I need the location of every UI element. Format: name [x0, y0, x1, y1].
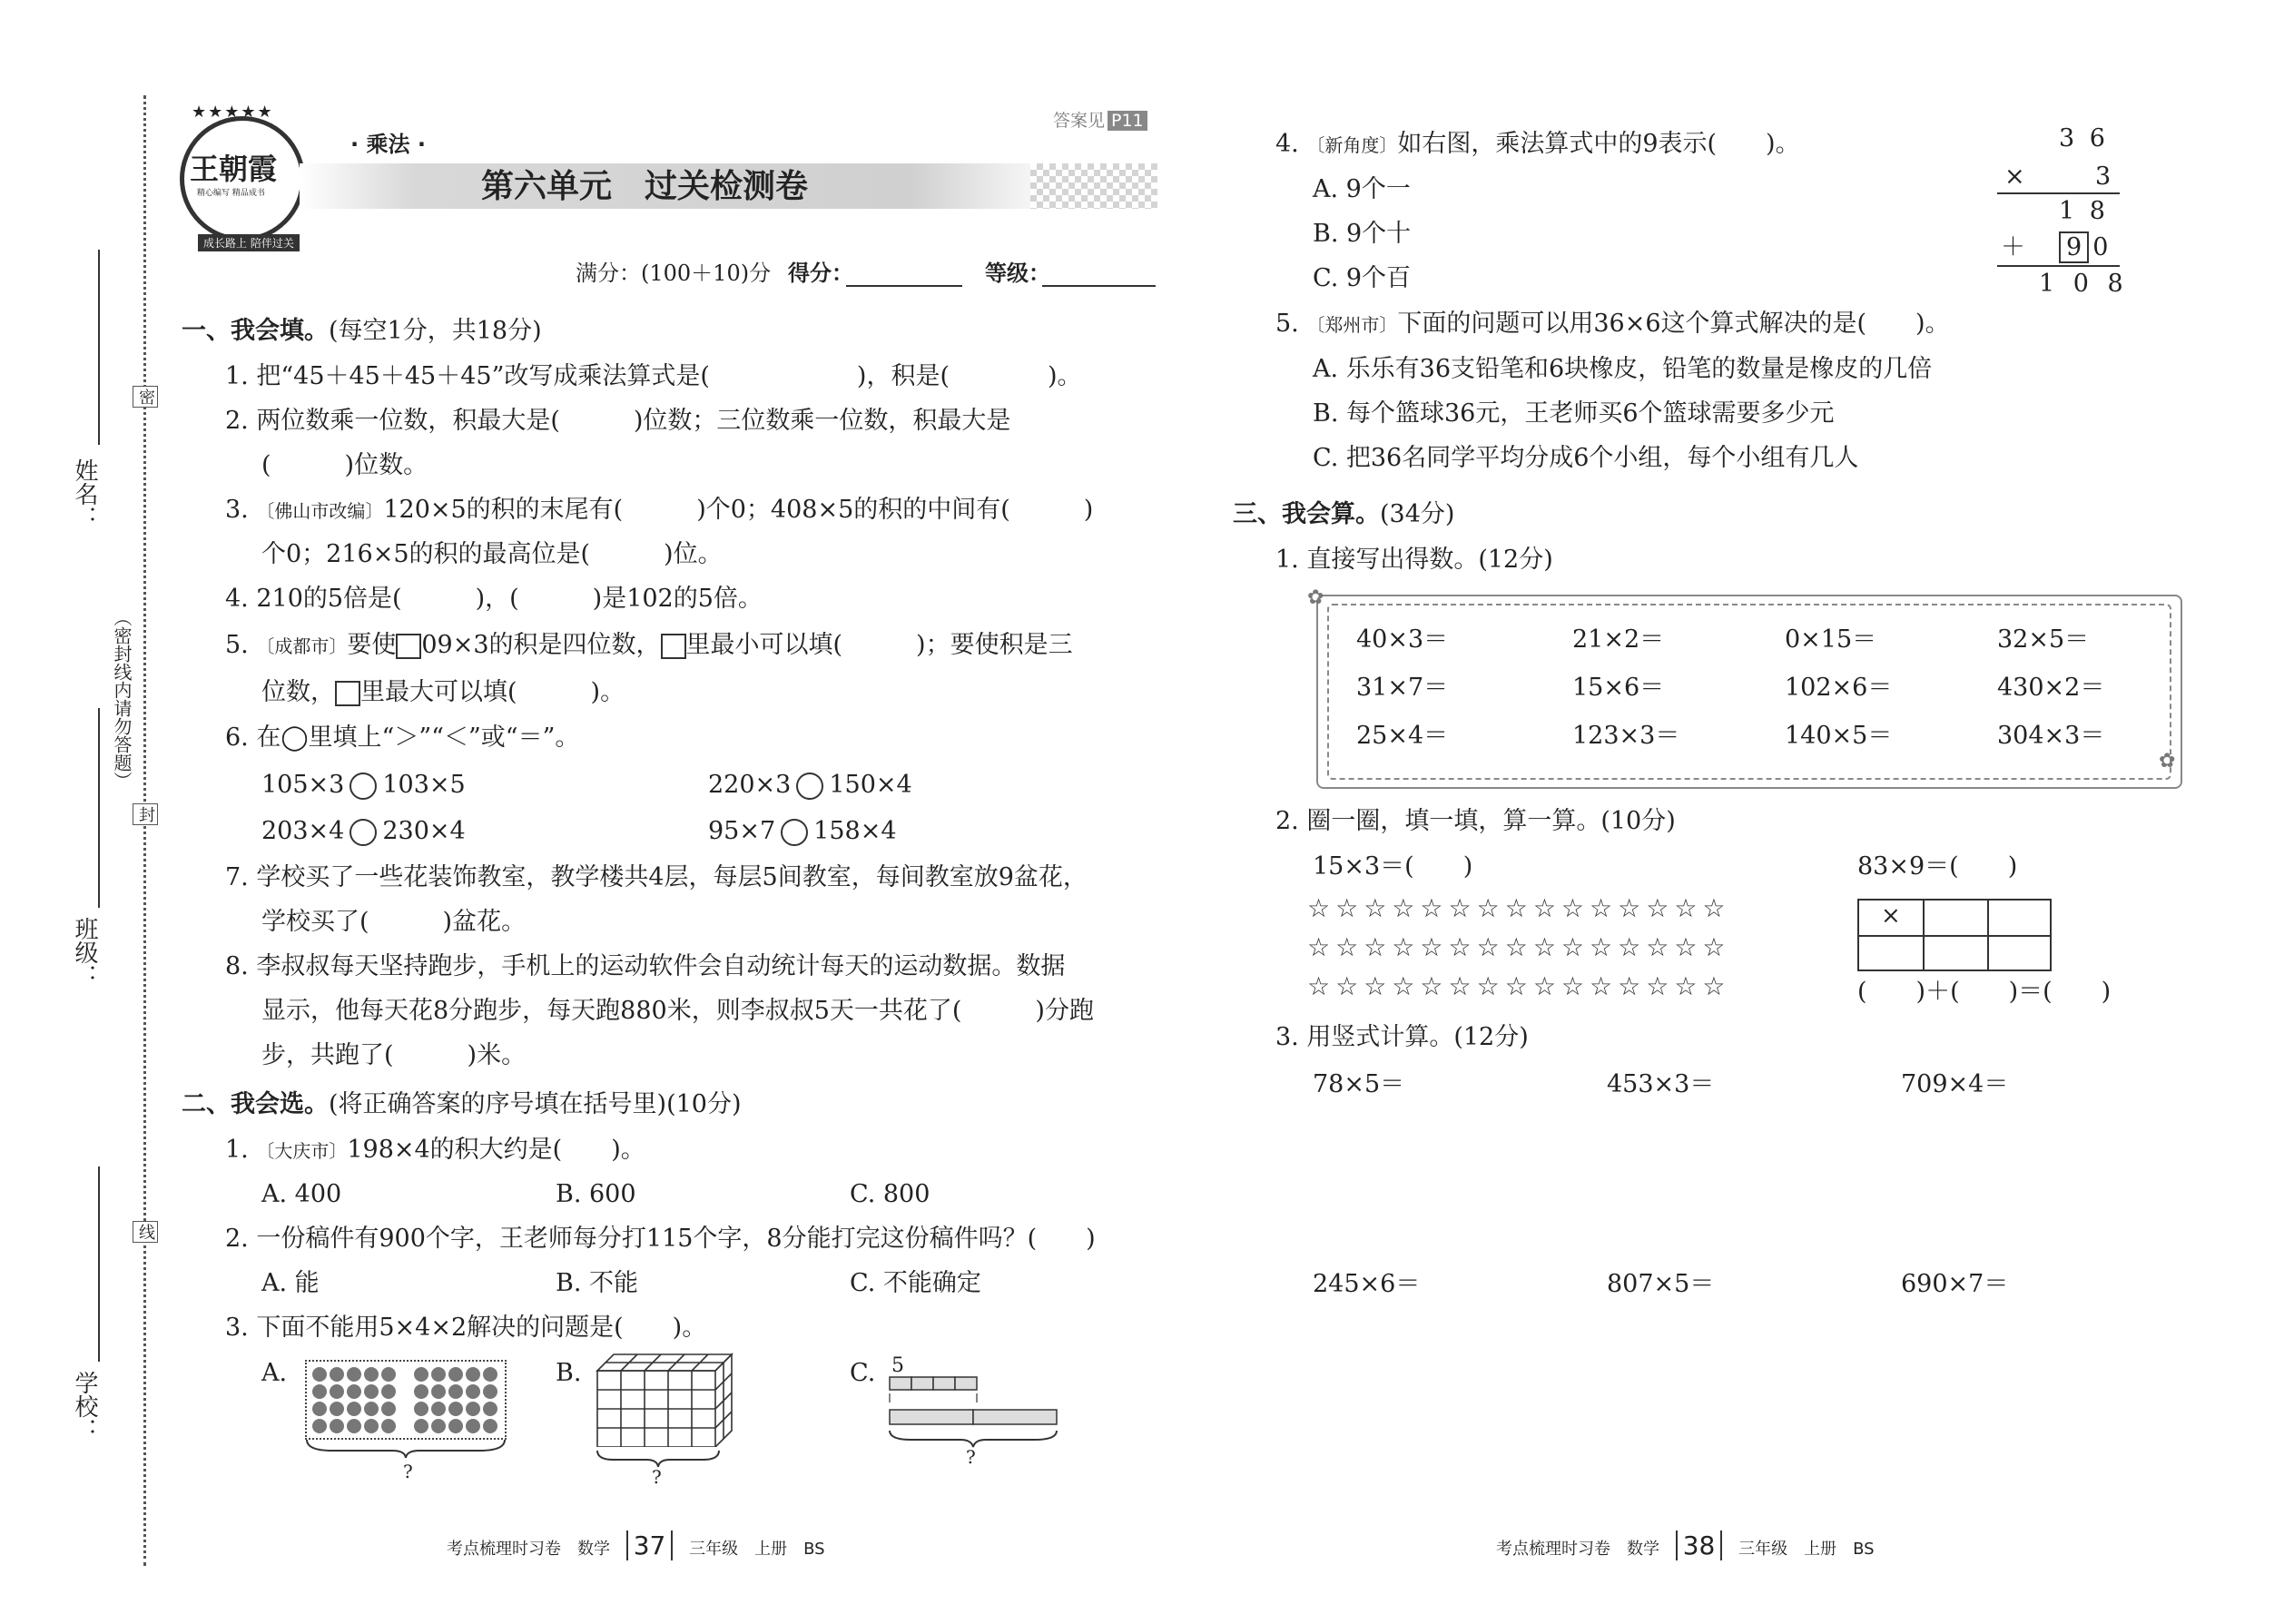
dot [381, 1419, 396, 1433]
choice-q5-a: A. 乐乐有36支铅笔和6块橡皮，铅笔的数量是橡皮的几倍 [1313, 355, 1933, 383]
dot [431, 1384, 446, 1399]
vertical-plus: ＋ [2001, 233, 2025, 261]
dot [431, 1402, 446, 1416]
compare-3: 203×4 230×4 [261, 817, 466, 845]
k2-right-expr: 83×9＝( ) [1857, 852, 2018, 881]
flower-icon: ✿ [2159, 750, 2176, 773]
k2-left-expr: 15×3＝( ) [1313, 852, 1473, 881]
vertical-row3: 1 8 [2059, 197, 2109, 225]
dot [448, 1367, 463, 1382]
multiplication-grid[interactable] [1857, 899, 2052, 971]
choice-q1-a: A. 400 [261, 1180, 342, 1208]
name-label: 姓名： [71, 458, 98, 529]
dot [312, 1384, 327, 1399]
dot [347, 1384, 361, 1399]
choice-q4-c: C. 9个百 [1313, 264, 1412, 292]
source-tag: 〔新角度〕 [1306, 134, 1398, 156]
vertical-calc-item: 453×3＝ [1607, 1070, 1715, 1098]
dot [364, 1419, 379, 1433]
banner-checker [1030, 163, 1157, 209]
brand-logo [180, 103, 305, 241]
vertical-op: × [2004, 162, 2025, 191]
seal-mi: 密 [133, 386, 158, 408]
segment-bars-figure [888, 1375, 1060, 1432]
choice-q3-c: C. [850, 1359, 876, 1387]
choice-q2-a: A. 能 [261, 1269, 320, 1297]
choice-q2: 2. 一份稿件有900个字，王老师每分打115个字，8分能打完这份稿件吗？( ) [225, 1225, 1096, 1253]
compare-1: 105×3 103×5 [261, 771, 466, 799]
dot [381, 1402, 396, 1416]
dot [483, 1367, 497, 1382]
choice-q5-b: B. 每个篮球36元，王老师买6个篮球需要多少元 [1313, 399, 1835, 428]
school-line [98, 1166, 100, 1362]
calc-cell: 102×6＝ [1785, 674, 1893, 702]
dot [364, 1402, 379, 1416]
source-tag: 〔大庆市〕 [256, 1140, 348, 1162]
dot [381, 1367, 396, 1382]
times-sign: × [1881, 902, 1901, 930]
cube-block-figure [596, 1353, 733, 1447]
fill-q8-line3: 步，共跑了( )米。 [261, 1041, 527, 1069]
full-marks: 满分：(100＋10)分 [576, 261, 772, 286]
fill-q6: 6. 在◯里填上“＞”“＜”或“＝”。 [225, 723, 580, 752]
fill-q1: 1. 把“45＋45＋45＋45”改写成乘法算式是( )，积是( )。 [225, 362, 1082, 390]
dot [347, 1402, 361, 1416]
grade-field[interactable] [1042, 285, 1156, 287]
choice-q5-c: C. 把36名同学平均分成6个小组，每个小组有几人 [1313, 444, 1859, 472]
calc-cell: 31×7＝ [1356, 674, 1449, 702]
fill-q7-line2: 学校买了( )盆花。 [261, 908, 527, 936]
k2-equation: ( )＋( )＝( ) [1857, 978, 2112, 1006]
digit-box[interactable] [335, 681, 360, 706]
dot [448, 1402, 463, 1416]
dot [466, 1384, 480, 1399]
dot-array [307, 1362, 505, 1438]
dot [483, 1384, 497, 1399]
dot [431, 1419, 446, 1433]
dot [414, 1384, 428, 1399]
vertical-calc-item: 709×4＝ [1901, 1070, 2009, 1098]
answer-page: P11 [1108, 111, 1147, 131]
vertical-calc-item: 78×5＝ [1313, 1070, 1405, 1098]
calc-cell: 430×2＝ [1997, 674, 2105, 702]
page-title: 第六单元 过关检测卷 [481, 168, 809, 205]
choice-q1: 1. 〔大庆市〕198×4的积大约是( )。 [225, 1136, 645, 1164]
page-number-37: 37 [626, 1530, 674, 1560]
fill-q2-line1: 2. 两位数乘一位数，积最大是( )位数；三位数乘一位数，积最大是 [225, 407, 1011, 435]
fill-q2-line2: ( )位数。 [261, 451, 428, 479]
dot [414, 1402, 428, 1416]
calc-cell: 15×6＝ [1572, 674, 1665, 702]
choice-q1-b: B. 600 [556, 1180, 636, 1208]
footer-right: 考点梳理时习卷 数学 38 三年级 上册 BS [1496, 1530, 1875, 1560]
calc-cell: 32×5＝ [1997, 625, 2090, 654]
logo-sub1: 精心编写 精品成书 [197, 189, 265, 198]
binding-line [143, 95, 146, 1566]
dot [431, 1367, 446, 1382]
vertical-row2: 3 [2095, 162, 2112, 191]
calc-cell: 40×3＝ [1356, 625, 1449, 654]
logo-ribbon: 成长路上 陪伴过关 [198, 234, 300, 251]
dot [414, 1367, 428, 1382]
vertical-row4: 9 0 [2059, 232, 2108, 263]
dot [448, 1419, 463, 1433]
compare-circle[interactable] [350, 773, 377, 800]
dot [330, 1384, 344, 1399]
choice-q2-b: B. 不能 [556, 1269, 639, 1297]
calc-cell: 140×5＝ [1785, 722, 1893, 750]
logo-stars: ★★★★★ [192, 103, 274, 122]
dot [312, 1419, 327, 1433]
calc-k1: 1. 直接写出得数。(12分) [1275, 546, 1553, 574]
grade-label: 等级： [985, 261, 1050, 286]
highlight-9: 9 [2059, 231, 2089, 263]
seal-feng: 封 [133, 803, 158, 825]
vertical-rule-2 [1997, 265, 2120, 267]
dot [466, 1402, 480, 1416]
dot [483, 1402, 497, 1416]
fill-q5-line2: 位数， 里最大可以填( )。 [261, 678, 625, 706]
name-line [98, 250, 100, 445]
class-line [98, 708, 100, 908]
calc-cell: 0×15＝ [1785, 625, 1877, 654]
section-3-title: 三、我会算。(34分) [1233, 500, 1455, 528]
compare-circle[interactable] [350, 819, 377, 846]
question-mark-c: ? [966, 1446, 976, 1468]
score-field[interactable] [846, 285, 962, 287]
score-label: 得分： [788, 261, 853, 286]
section-1-title: 一、我会填。(每空1分，共18分) [182, 317, 542, 345]
digit-box[interactable] [661, 634, 686, 659]
star-row: ☆☆☆☆☆☆☆☆☆☆☆☆☆☆☆ [1307, 893, 1731, 923]
choice-q2-c: C. 不能确定 [850, 1269, 981, 1297]
dot [347, 1367, 361, 1382]
vertical-row1: 3 6 [2059, 124, 2109, 153]
question-mark-a: ? [403, 1461, 413, 1482]
dot-array-figure [305, 1360, 507, 1440]
choice-q4-a: A. 9个一 [1313, 175, 1411, 203]
answer-ref: 答案见 P11 [1053, 105, 1147, 136]
class-label: 班级： [71, 917, 98, 988]
vertical-row5: 1 0 8 [2039, 270, 2129, 298]
choice-q3-b: B. [556, 1359, 582, 1387]
source-tag: 〔郑州市〕 [1306, 314, 1398, 336]
school-label: 学校： [71, 1371, 98, 1442]
choice-q5: 5. 〔郑州市〕下面的问题可以用36×6这个算式解决的是( )。 [1275, 310, 1950, 338]
vertical-calc-item: 807×5＝ [1607, 1270, 1715, 1298]
dot [312, 1367, 327, 1382]
question-mark-b: ? [652, 1466, 662, 1488]
fill-q8-line2: 显示，他每天花8分跑步，每天跑880米，则李叔叔5天一共花了( )分跑 [261, 997, 1094, 1025]
choice-q4: 4. 〔新角度〕如右图，乘法算式中的9表示( )。 [1275, 130, 1800, 158]
calc-k3: 3. 用竖式计算。(12分) [1275, 1023, 1529, 1051]
dot [330, 1402, 344, 1416]
dot [483, 1419, 497, 1433]
calc-cell: 25×4＝ [1356, 722, 1449, 750]
choice-q4-b: B. 9个十 [1313, 220, 1412, 248]
seal-note: （密封线内请勿答题） [111, 608, 133, 790]
source-tag: 〔成都市〕 [256, 635, 348, 657]
compare-circle[interactable] [796, 773, 823, 800]
compare-2: 220×3 150×4 [708, 771, 912, 799]
dot [466, 1419, 480, 1433]
calc-cell: 21×2＝ [1572, 625, 1665, 654]
dot [414, 1419, 428, 1433]
calc-cell: 304×3＝ [1997, 722, 2105, 750]
fill-q3-line1: 3. 〔佛山市改编〕120×5的积的末尾有( )个0；408×5的积的中间有( ) [225, 496, 1094, 524]
page-number-38: 38 [1676, 1530, 1723, 1560]
choice-q1-c: C. 800 [850, 1180, 930, 1208]
fill-q3-line2: 个0；216×5的积的最高位是( )位。 [261, 540, 723, 568]
flower-icon: ✿ [1307, 586, 1324, 609]
source-tag: 〔佛山市改编〕 [256, 500, 384, 522]
fill-q8-line1: 8. 李叔叔每天坚持跑步，手机上的运动软件会自动统计每天的运动数据。数据 [225, 952, 1066, 980]
compare-circle[interactable] [781, 819, 808, 846]
dot [364, 1384, 379, 1399]
segment-label-5: 5 [891, 1354, 904, 1377]
section-2-title: 二、我会选。(将正确答案的序号填在括号里)(10分) [182, 1090, 742, 1118]
vertical-calc-item: 690×7＝ [1901, 1270, 2009, 1298]
calc-k2: 2. 圈一圈，填一填，算一算。(10分) [1275, 807, 1676, 835]
choice-q3: 3. 下面不能用5×4×2解决的问题是( )。 [225, 1314, 707, 1342]
dot [381, 1384, 396, 1399]
fill-q4: 4. 210的5倍是( )，( )是102的5倍。 [225, 585, 763, 613]
dot [466, 1367, 480, 1382]
fill-q5-line1: 5. 〔成都市〕要使 09×3的积是四位数， 里最小可以填( )；要使积是三 [225, 631, 1073, 659]
compare-4: 95×7 158×4 [708, 817, 897, 845]
dot [330, 1367, 344, 1382]
vertical-calc-item: 245×6＝ [1313, 1270, 1421, 1298]
logo-name: 王朝霞 [190, 152, 278, 186]
star-row: ☆☆☆☆☆☆☆☆☆☆☆☆☆☆☆ [1307, 971, 1731, 1001]
dot [330, 1419, 344, 1433]
dot [448, 1384, 463, 1399]
seal-xian: 线 [133, 1221, 158, 1243]
subject-tag: · 乘法 · [350, 132, 426, 157]
vertical-rule-1 [1997, 192, 2120, 194]
calc-cell: 123×3＝ [1572, 722, 1680, 750]
dot [312, 1402, 327, 1416]
fill-q7-line1: 7. 学校买了一些花装饰教室，教学楼共4层，每层5间教室，每间教室放9盆花， [225, 863, 1088, 891]
digit-box[interactable] [396, 634, 421, 659]
dot [364, 1367, 379, 1382]
star-row: ☆☆☆☆☆☆☆☆☆☆☆☆☆☆☆ [1307, 932, 1731, 962]
choice-q3-a: A. [261, 1359, 288, 1387]
footer-left: 考点梳理时习卷 数学 37 三年级 上册 BS [447, 1530, 825, 1560]
dot [347, 1419, 361, 1433]
